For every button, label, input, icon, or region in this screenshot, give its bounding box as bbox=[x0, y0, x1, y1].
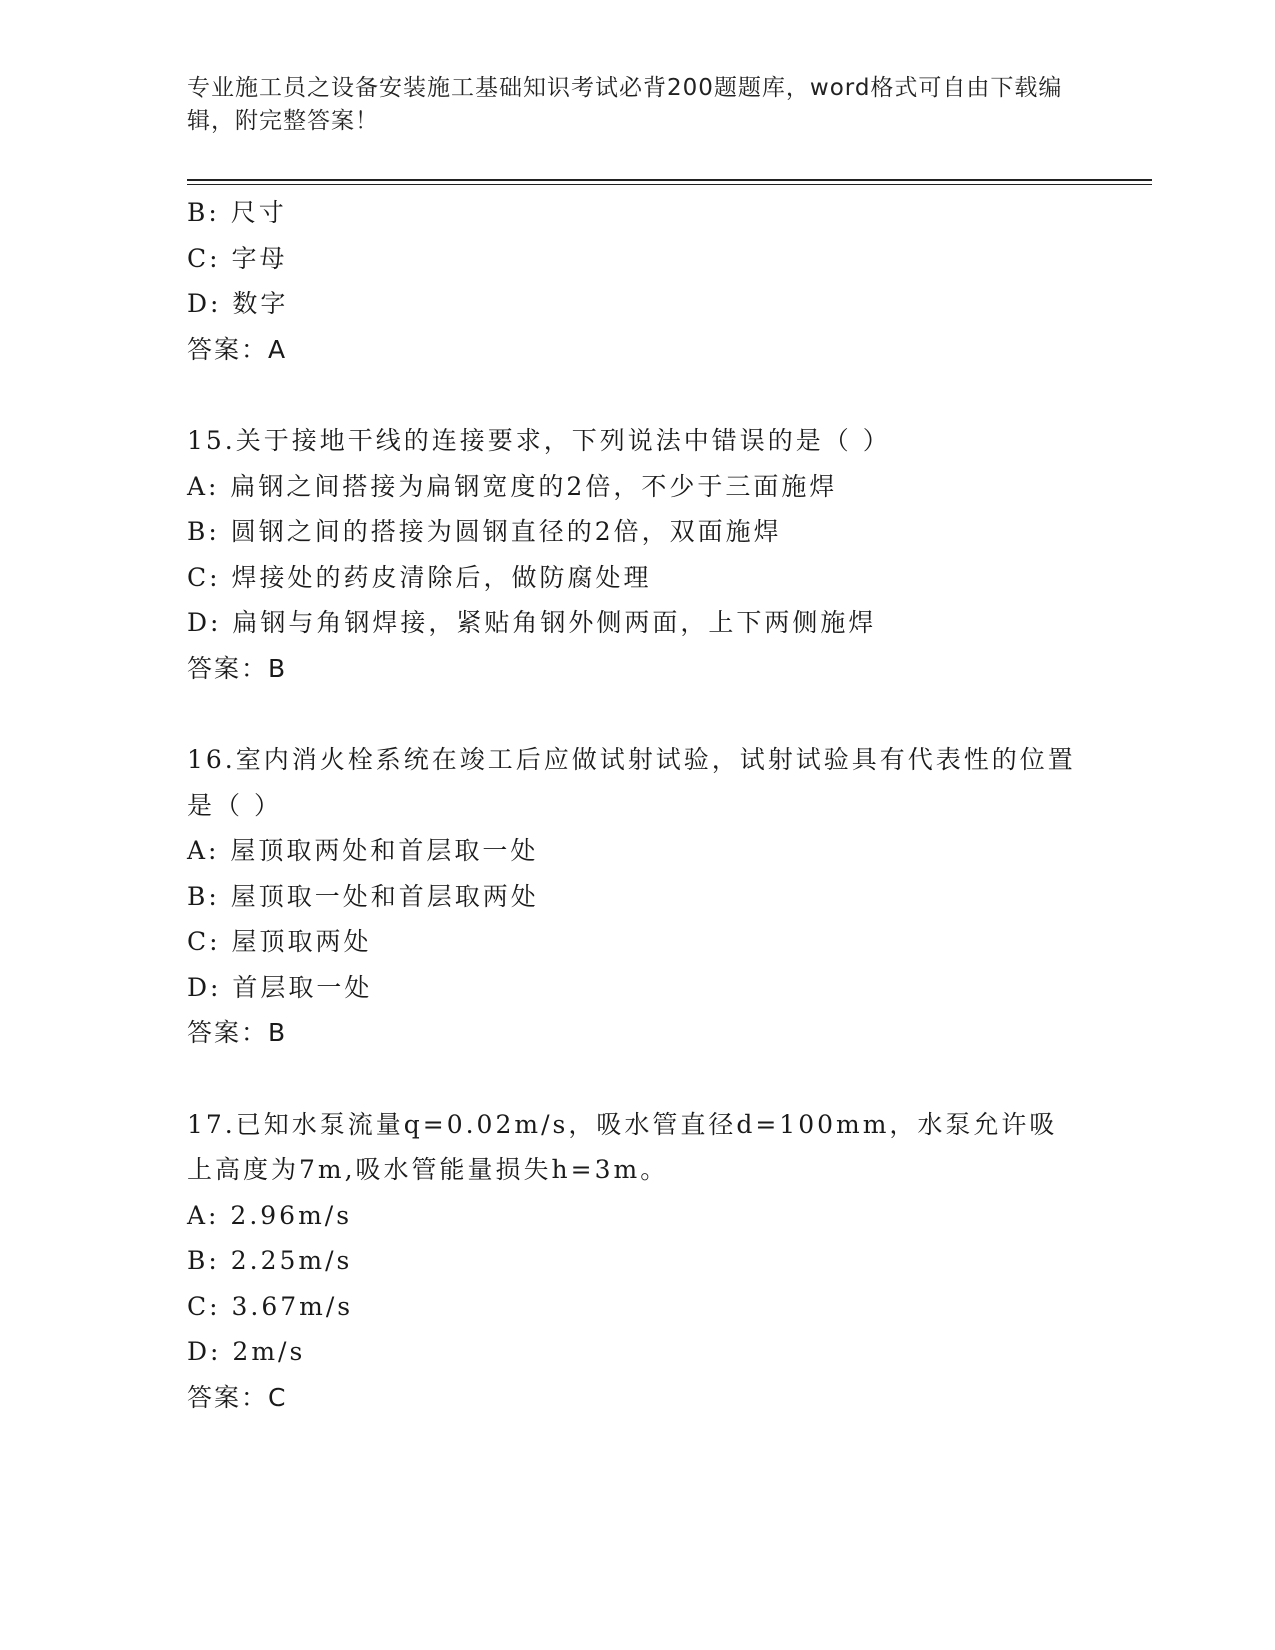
option-c: C: 焊接处的药皮清除后，做防腐处理 bbox=[187, 562, 652, 592]
option-b: B: 2.25m/s bbox=[187, 1246, 353, 1275]
answer-line: 答案：C bbox=[187, 1382, 288, 1412]
option-d: D: 扁钢与角钢焊接，紧贴角钢外侧两面，上下两侧施焊 bbox=[187, 608, 877, 637]
spacer bbox=[187, 691, 1082, 737]
option-c: C: 3.67m/s bbox=[187, 1291, 354, 1321]
question-stem: 17.已知水泵流量q=0.02m/s，吸水管直径d=100mm，水泵允许吸上高度为7m,吸水管能量损失h=3m。 bbox=[187, 1109, 1058, 1184]
spacer bbox=[187, 1056, 1082, 1102]
option-a: A: 扁钢之间搭接为扁钢宽度的2倍，不少于三面施焊 bbox=[187, 471, 838, 501]
option-d: D: 首层取一处 bbox=[187, 972, 373, 1002]
option-d: D: 2m/s bbox=[187, 1337, 306, 1366]
option-b: B: 圆钢之间的搭接为圆钢直径的2倍，双面施焊 bbox=[187, 517, 782, 546]
answer-line: 答案：B bbox=[187, 653, 288, 683]
document-header-title: 专业施工员之设备安装施工基础知识考试必背200题题库，word格式可自由下载编辑，附完整答案！ bbox=[187, 75, 1063, 134]
option-c: C: 屋顶取两处 bbox=[187, 927, 372, 956]
question-stem: 16.室内消火栓系统在竣工后应做试射试验，试射试验具有代表性的位置是（ ） bbox=[187, 745, 1076, 820]
option-b: B: 尺寸 bbox=[187, 198, 287, 227]
answer-line: 答案：A bbox=[187, 334, 288, 364]
spacer bbox=[187, 372, 1082, 418]
question-17 bbox=[187, 1102, 1082, 1421]
question-16 bbox=[187, 737, 1082, 1056]
header-divider-thick bbox=[187, 179, 1152, 181]
option-c: C: 字母 bbox=[187, 243, 288, 273]
option-a: A: 屋顶取两处和首层取一处 bbox=[187, 836, 539, 865]
answer-line: 答案：B bbox=[187, 1018, 288, 1047]
option-a: A: 2.96m/s bbox=[187, 1200, 353, 1230]
header-divider-thin bbox=[187, 184, 1152, 185]
question-15 bbox=[187, 418, 1082, 691]
question-list bbox=[187, 190, 1082, 1420]
question-stem: 15.关于接地干线的连接要求，下列说法中错误的是（ ） bbox=[187, 426, 891, 455]
carryover-block bbox=[187, 190, 1082, 372]
option-d: D: 数字 bbox=[187, 289, 289, 318]
option-b: B: 屋顶取一处和首层取两处 bbox=[187, 881, 539, 911]
